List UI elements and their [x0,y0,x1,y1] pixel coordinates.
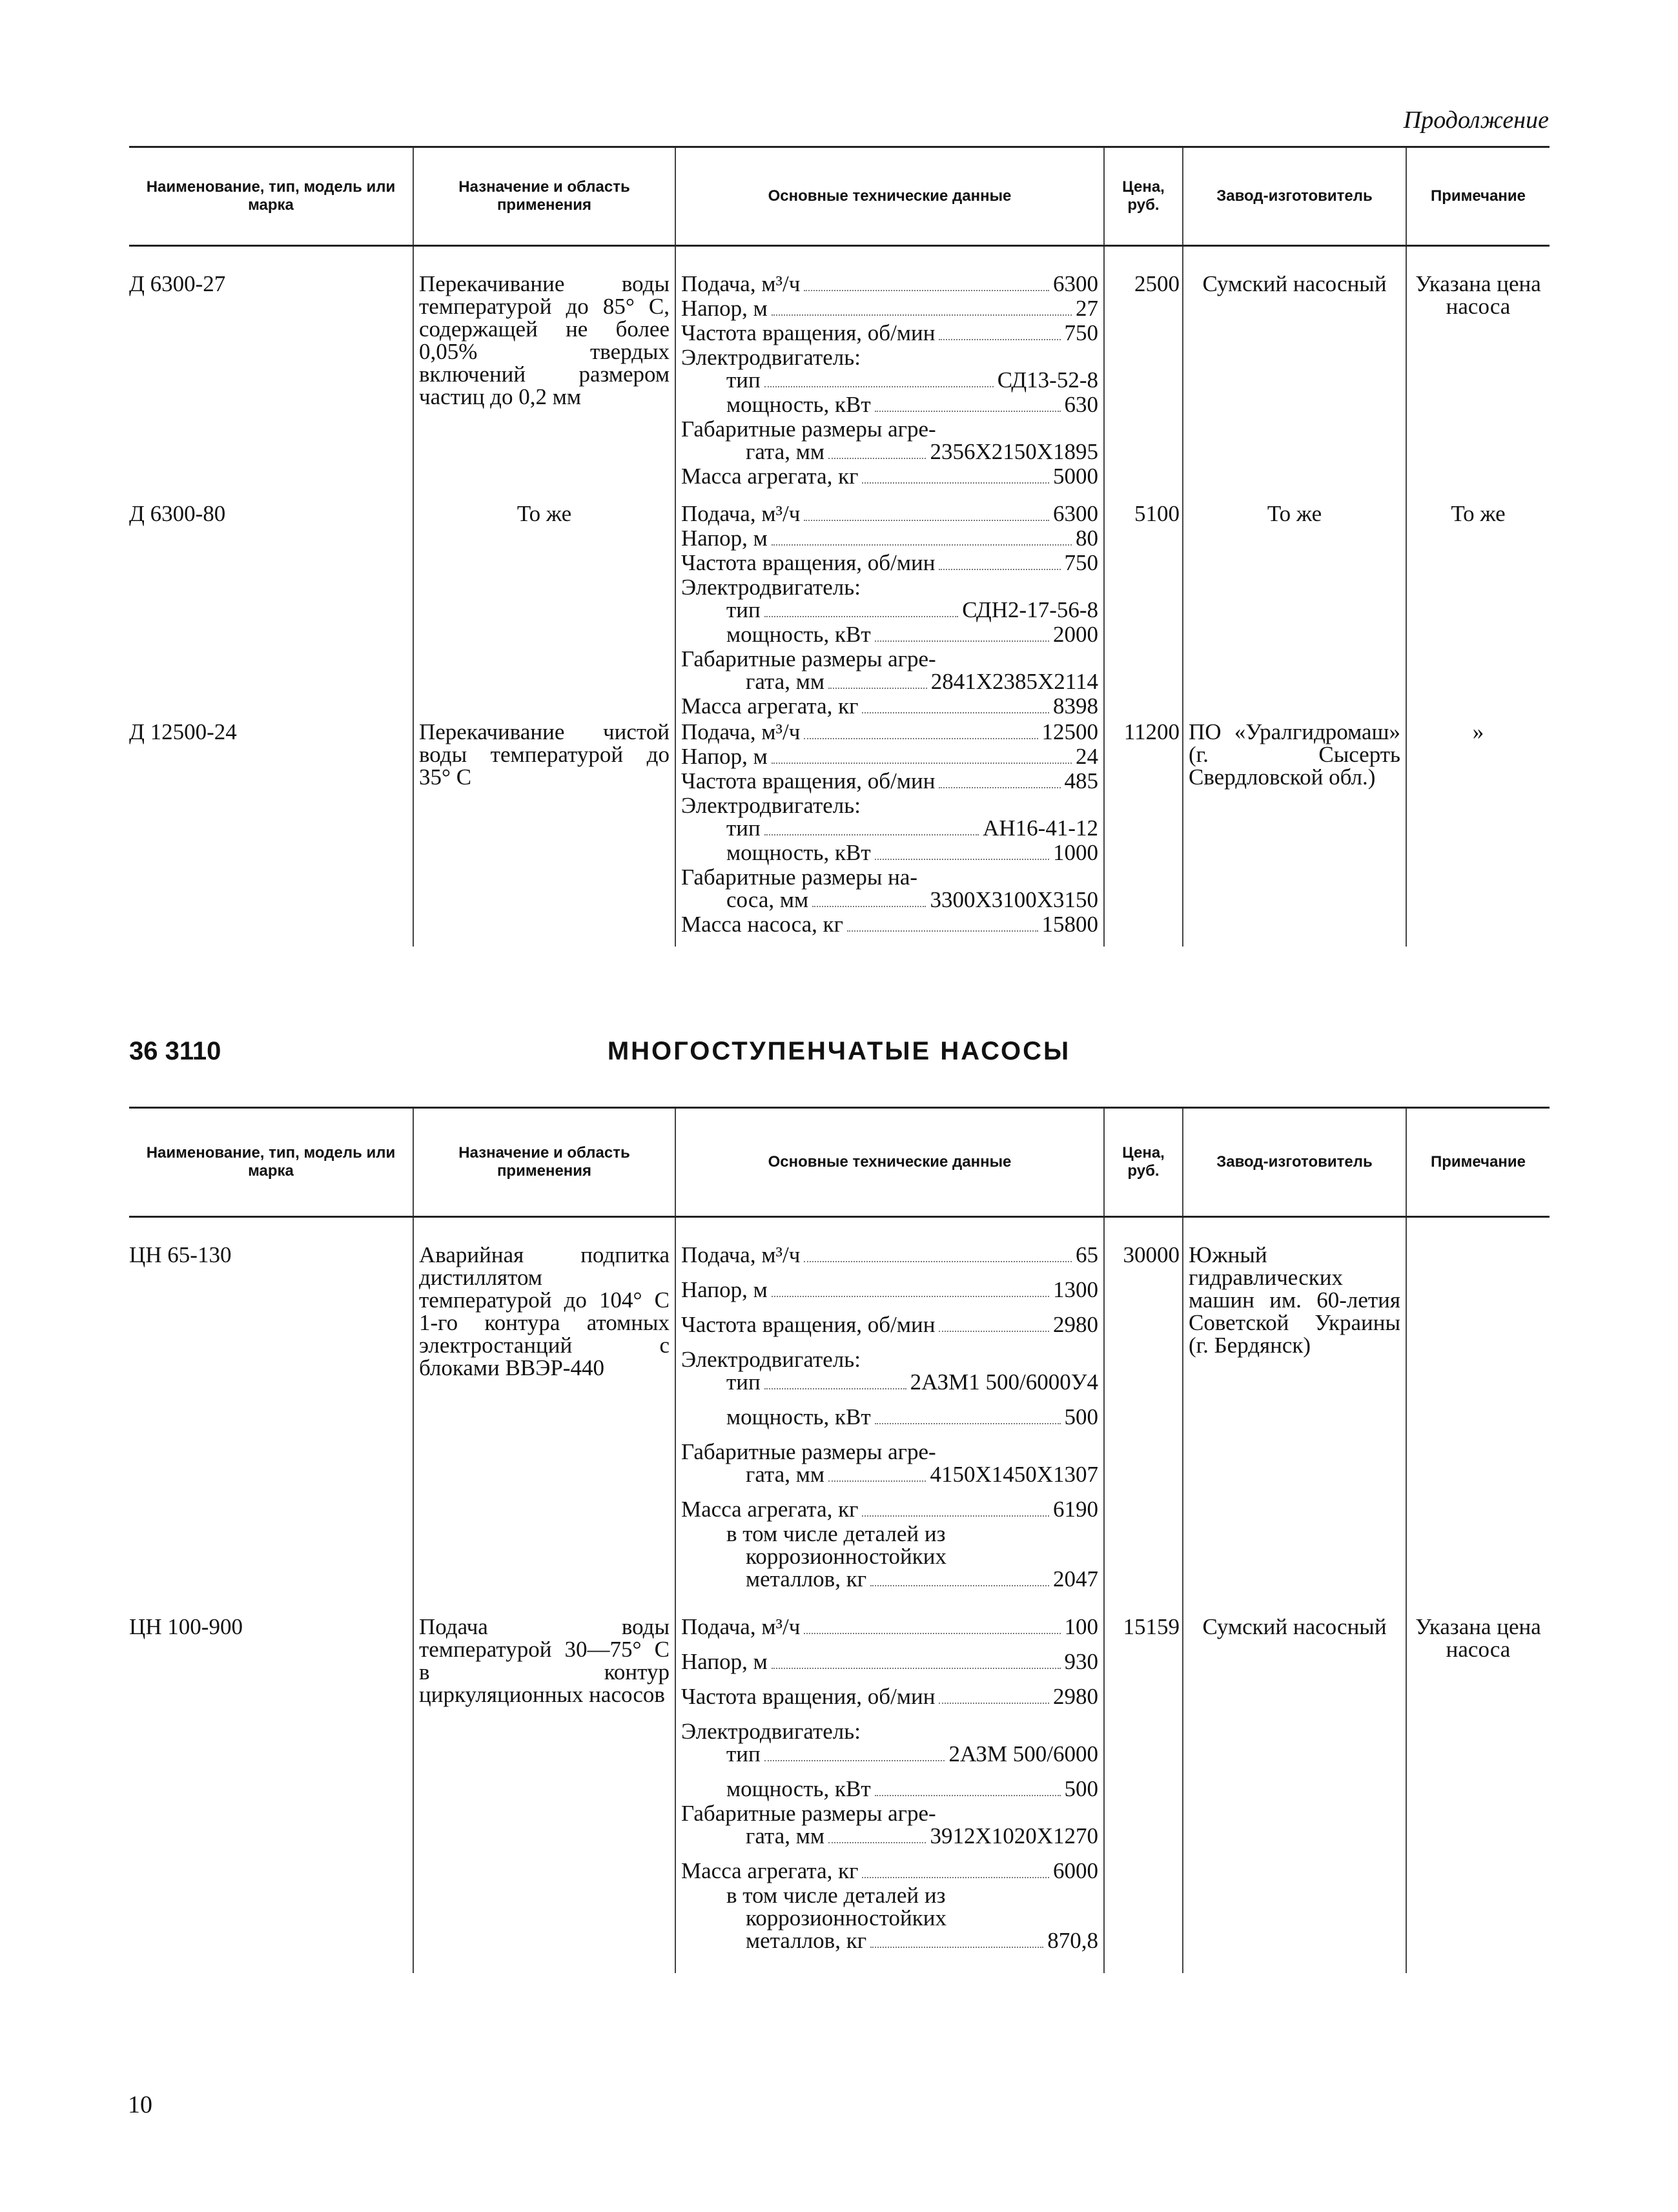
header-name: Наименование, тип, модель или марка [129,1108,413,1217]
tech-spec-list [681,721,1098,937]
tech-spec-label: металлов, кг [746,1566,867,1592]
tech-spec-label: Подача, м³/ч [681,719,801,744]
tech-spec-line [681,1244,1098,1268]
tech-spec-line [681,1720,1098,1743]
table-row [129,1217,1550,1603]
tech-spec-label: Электродвигатель: [681,575,861,600]
tech-spec-label: коррозионностойких [746,1905,946,1930]
tech-spec-value: 2356Х2150Х1895 [930,439,1098,464]
header-maker: Завод-изготовитель [1183,1108,1406,1217]
tech-spec-label: тип [726,815,761,841]
tech-spec-label: Напор, м [681,744,768,769]
tech-spec-line [681,551,1098,576]
cell-note: Указана цена насоса [1406,1603,1550,1973]
cell-price: 30000 [1104,1217,1183,1603]
header-price: Цена, руб. [1104,147,1183,246]
tech-spec-line [681,1545,1098,1568]
tech-spec-line [681,440,1098,465]
tech-spec-label: Масса агрегата, кг [681,1858,859,1883]
cell-tech [675,1603,1104,1973]
dot-leader [875,411,1061,412]
tech-spec-label: Частота вращения, об/мин [681,320,936,345]
tech-spec-line [681,670,1098,695]
dot-leader [804,520,1049,521]
tech-spec-line [681,623,1098,648]
tech-spec-list [681,502,1098,719]
dot-leader [804,1261,1072,1262]
table-row [129,489,1550,719]
tech-spec-label: металлов, кг [746,1928,867,1953]
dot-leader [772,1668,1061,1669]
tech-spec-label: Подача, м³/ч [681,501,801,526]
tech-spec-value: 6300 [1053,271,1098,296]
header-purpose: Назначение и область применения [413,1108,675,1217]
dot-leader [828,1480,926,1482]
header-maker: Завод-изготовитель [1183,147,1406,246]
tech-spec-label: гата, мм [746,1462,825,1487]
tech-spec-label: Габаритные размеры агре- [681,1801,936,1826]
tech-spec-label: Масса агрегата, кг [681,693,859,719]
tech-spec-value: 750 [1064,550,1098,575]
dot-leader [828,458,926,459]
tech-spec-value: 24 [1076,744,1098,769]
cell-tech [675,246,1104,490]
tech-spec-line [681,1498,1098,1522]
tech-spec-label: Частота вращения, об/мин [681,1684,936,1709]
table-body [129,246,1550,947]
tech-spec-value: 12500 [1041,719,1098,744]
cell-name: ЦН 65-130 [129,1242,232,1267]
cell-maker: Сумский насосный [1183,246,1406,490]
cell-purpose: Перекачивание воды температурой до 85° С, содержащей не более 0,05% твердых включений размером частиц до 0,2 мм [413,246,675,490]
tech-spec-label: мощность, кВт [726,840,871,865]
header-name: Наименование, тип, модель или марка [129,147,413,246]
tech-spec-label: Масса насоса, кг [681,912,843,937]
table-row [129,1603,1550,1973]
tech-spec-line [681,794,1098,817]
tech-spec-line [681,418,1098,440]
cell-purpose: Перекачивание чистой воды температурой до 35° С [413,719,675,947]
tech-spec-value: 3912Х1020Х1270 [930,1823,1098,1848]
tech-spec-label: Подача, м³/ч [681,271,801,296]
dot-leader [875,1795,1061,1796]
cell-price: 15159 [1104,1603,1183,1973]
cell-price: 5100 [1104,489,1183,719]
tech-spec-value: 4150Х1450Х1307 [930,1462,1098,1487]
header-tech: Основные технические данные [675,1108,1104,1217]
cell-tech [675,1217,1104,1603]
tech-spec-value: 2980 [1053,1312,1098,1337]
tech-spec-line [681,1440,1098,1463]
header-price: Цена, руб. [1104,1108,1183,1217]
tech-spec-value: 930 [1064,1649,1098,1674]
tech-spec-line [681,745,1098,770]
tech-spec-label: Габаритные размеры агре- [681,416,936,442]
tech-spec-label: Электродвигатель: [681,793,861,818]
header-tech: Основные технические данные [675,147,1104,246]
dot-leader [828,1842,926,1843]
tech-spec-list [681,1615,1098,1954]
dot-leader [939,1331,1049,1332]
tech-spec-label: Электродвигатель: [681,1719,861,1744]
tech-spec-line [681,297,1098,322]
tech-spec-line [681,721,1098,745]
dot-leader [772,314,1072,316]
tech-spec-line [681,1371,1098,1395]
tech-spec-line [681,913,1098,937]
dot-leader [870,1585,1049,1586]
table-header-row [129,1108,1550,1217]
tech-spec-label: соса, мм [726,887,809,912]
tech-spec-line [681,888,1098,913]
tech-spec-value: 27 [1076,296,1098,321]
continuation-label: Продолжение [1403,107,1549,134]
cell-price: 2500 [1104,246,1183,490]
cell-purpose: Подача воды температурой 30—75° С в контур циркуляционных насосов [413,1603,675,1973]
dot-leader [939,569,1060,570]
pump-table-2 [129,1107,1550,1973]
tech-spec-line [681,841,1098,866]
dot-leader [862,482,1049,484]
tech-spec-value: 630 [1064,392,1098,417]
tech-spec-line [681,1825,1098,1849]
tech-spec-label: Напор, м [681,1649,768,1674]
tech-spec-line [681,1743,1098,1767]
tech-spec-list [681,272,1098,489]
tech-spec-value: 500 [1064,1404,1098,1429]
tech-spec-label: Частота вращения, об/мин [681,550,936,575]
tech-spec-value: СДН2-17-56-8 [962,597,1098,622]
tech-spec-value: 6000 [1053,1858,1098,1883]
dot-leader [812,906,926,907]
tech-spec-line [681,1522,1098,1545]
tech-spec-label: мощность, кВт [726,622,871,647]
tech-spec-label: Напор, м [681,1277,768,1302]
tech-spec-value: 8398 [1053,693,1098,719]
tech-spec-label: Габаритные размеры агре- [681,1439,936,1464]
header-note: Примечание [1406,147,1550,246]
cell-purpose: То же [413,489,675,719]
tech-spec-line [681,322,1098,346]
dot-leader [764,616,959,617]
tech-spec-value: 5000 [1053,464,1098,489]
tech-spec-label: Масса агрегата, кг [681,464,859,489]
tech-spec-label: мощность, кВт [726,392,871,417]
tech-spec-line [681,1313,1098,1338]
section-title: МНОГОСТУПЕНЧАТЫЕ НАСОСЫ [607,1037,1071,1065]
dot-leader [862,712,1049,713]
cell-note: » [1406,719,1550,947]
tech-spec-line [681,770,1098,794]
tech-spec-line [681,1348,1098,1371]
tech-spec-value: 2047 [1053,1566,1098,1592]
dot-leader [764,1760,945,1761]
tech-spec-value: 1300 [1053,1277,1098,1302]
tech-spec-line [681,1777,1098,1802]
tech-spec-value: 2АЗМ1 500/6000У4 [910,1369,1098,1395]
dot-leader [804,738,1038,739]
tech-spec-value: 485 [1064,768,1098,794]
dot-leader [875,1423,1061,1424]
cell-purpose: Аварийная подпитка дистиллятом температурой до 104° С 1-го контура атомных электростанций с блоками ВВЭР-440 [413,1217,675,1603]
header-note: Примечание [1406,1108,1550,1217]
dot-leader [804,290,1049,291]
tech-spec-label: тип [726,1741,761,1767]
table-header-row [129,147,1550,246]
tech-spec-label: Масса агрегата, кг [681,1497,859,1522]
tech-spec-value: АН16-41-12 [983,815,1098,841]
tech-spec-line [681,527,1098,551]
dot-leader [939,339,1060,340]
tech-spec-line [681,1615,1098,1640]
tech-spec-line [681,465,1098,489]
dot-leader [862,1877,1049,1878]
tech-spec-line [681,1884,1098,1907]
tech-spec-line [681,1929,1098,1954]
pump-table-1 [129,146,1550,947]
tech-spec-line [681,393,1098,418]
tech-spec-line [681,502,1098,527]
table-row [129,246,1550,490]
tech-spec-list [681,1244,1098,1592]
tech-spec-label: мощность, кВт [726,1404,871,1429]
cell-price: 11200 [1104,719,1183,947]
tech-spec-value: 500 [1064,1776,1098,1801]
cell-name: ЦН 100-900 [129,1614,243,1639]
tech-spec-line [681,1802,1098,1825]
cell-name: Д 6300-27 [129,271,226,296]
tech-spec-value: 100 [1064,1614,1098,1639]
tech-spec-line [681,1685,1098,1710]
tech-spec-label: в том числе деталей из [726,1883,946,1908]
cell-name: Д 6300-80 [129,501,226,526]
tech-spec-value: 80 [1076,526,1098,551]
dot-leader [764,1388,906,1389]
tech-spec-label: Напор, м [681,526,768,551]
cell-maker: То же [1183,489,1406,719]
tech-spec-label: Частота вращения, об/мин [681,768,936,794]
table-row [129,719,1550,947]
cell-note: То же [1406,489,1550,719]
tech-spec-label: тип [726,367,761,393]
tech-spec-label: Напор, м [681,296,768,321]
tech-spec-value: 1000 [1053,840,1098,865]
tech-spec-line [681,576,1098,599]
dot-leader [772,1296,1049,1297]
dot-leader [939,787,1060,788]
tech-spec-line [681,866,1098,888]
tech-spec-label: коррозионностойких [746,1544,946,1569]
tech-spec-value: 65 [1076,1242,1098,1267]
cell-maker: ПО «Уралгидромаш» (г. Сысерть Свердловской обл.) [1183,719,1406,947]
tech-spec-line [681,1463,1098,1488]
tech-spec-line [681,1907,1098,1929]
tech-spec-label: тип [726,597,761,622]
tech-spec-label: гата, мм [746,669,825,694]
tech-spec-value: СД13-52-8 [997,367,1098,393]
tech-spec-label: Подача, м³/ч [681,1614,801,1639]
cell-note: Указана цена насоса [1406,246,1550,490]
tech-spec-label: Подача, м³/ч [681,1242,801,1267]
tech-spec-line [681,695,1098,719]
dot-leader [875,640,1049,642]
dot-leader [764,386,994,387]
tech-spec-value: 3300Х3100Х3150 [930,887,1098,912]
tech-spec-line [681,648,1098,670]
header-purpose: Назначение и область применения [413,147,675,246]
tech-spec-label: мощность, кВт [726,1776,871,1801]
dot-leader [764,834,979,835]
dot-leader [847,930,1038,932]
tech-spec-line [681,599,1098,623]
tech-spec-line [681,369,1098,393]
dot-leader [804,1633,1060,1634]
tech-spec-line [681,1650,1098,1675]
page-number: 10 [128,2091,152,2118]
tech-spec-label: Габаритные размеры агре- [681,646,936,671]
cell-maker: Южный гидравлических машин им. 60-летия Советской Украины (г. Бердянск) [1183,1217,1406,1603]
tech-spec-label: гата, мм [746,1823,825,1848]
section-heading [129,1037,1549,1076]
dot-leader [939,1703,1049,1704]
tech-spec-value: 15800 [1041,912,1098,937]
tech-spec-label: в том числе деталей из [726,1521,946,1546]
table-body [129,1217,1550,1974]
tech-spec-line [681,817,1098,841]
dot-leader [862,1515,1049,1517]
section-code: 36 3110 [129,1037,221,1065]
tech-spec-value: 2АЗМ 500/6000 [948,1741,1098,1767]
tech-spec-value: 2980 [1053,1684,1098,1709]
tech-spec-label: тип [726,1369,761,1395]
tech-spec-value: 6190 [1053,1497,1098,1522]
cell-tech [675,489,1104,719]
tech-spec-line [681,346,1098,369]
tech-spec-value: 2000 [1053,622,1098,647]
dot-leader [870,1947,1043,1948]
tech-spec-line [681,1859,1098,1884]
tech-spec-label: Частота вращения, об/мин [681,1312,936,1337]
tech-spec-value: 870,8 [1047,1928,1098,1953]
tech-spec-line [681,272,1098,297]
tech-spec-value: 2841Х2385Х2114 [930,669,1098,694]
tech-spec-label: гата, мм [746,439,825,464]
tech-spec-value: 750 [1064,320,1098,345]
tech-spec-label: Электродвигатель: [681,345,861,370]
tech-spec-value: 6300 [1053,501,1098,526]
dot-leader [772,763,1072,764]
tech-spec-label: Габаритные размеры на- [681,865,918,890]
tech-spec-line [681,1278,1098,1303]
dot-leader [772,544,1072,546]
tech-spec-line [681,1406,1098,1430]
tech-spec-label: Электродвигатель: [681,1347,861,1372]
dot-leader [828,688,927,689]
cell-note [1406,1217,1550,1603]
tech-spec-line [681,1568,1098,1592]
cell-name: Д 12500-24 [129,719,237,744]
cell-tech [675,719,1104,947]
cell-maker: Сумский насосный [1183,1603,1406,1973]
dot-leader [875,859,1049,860]
